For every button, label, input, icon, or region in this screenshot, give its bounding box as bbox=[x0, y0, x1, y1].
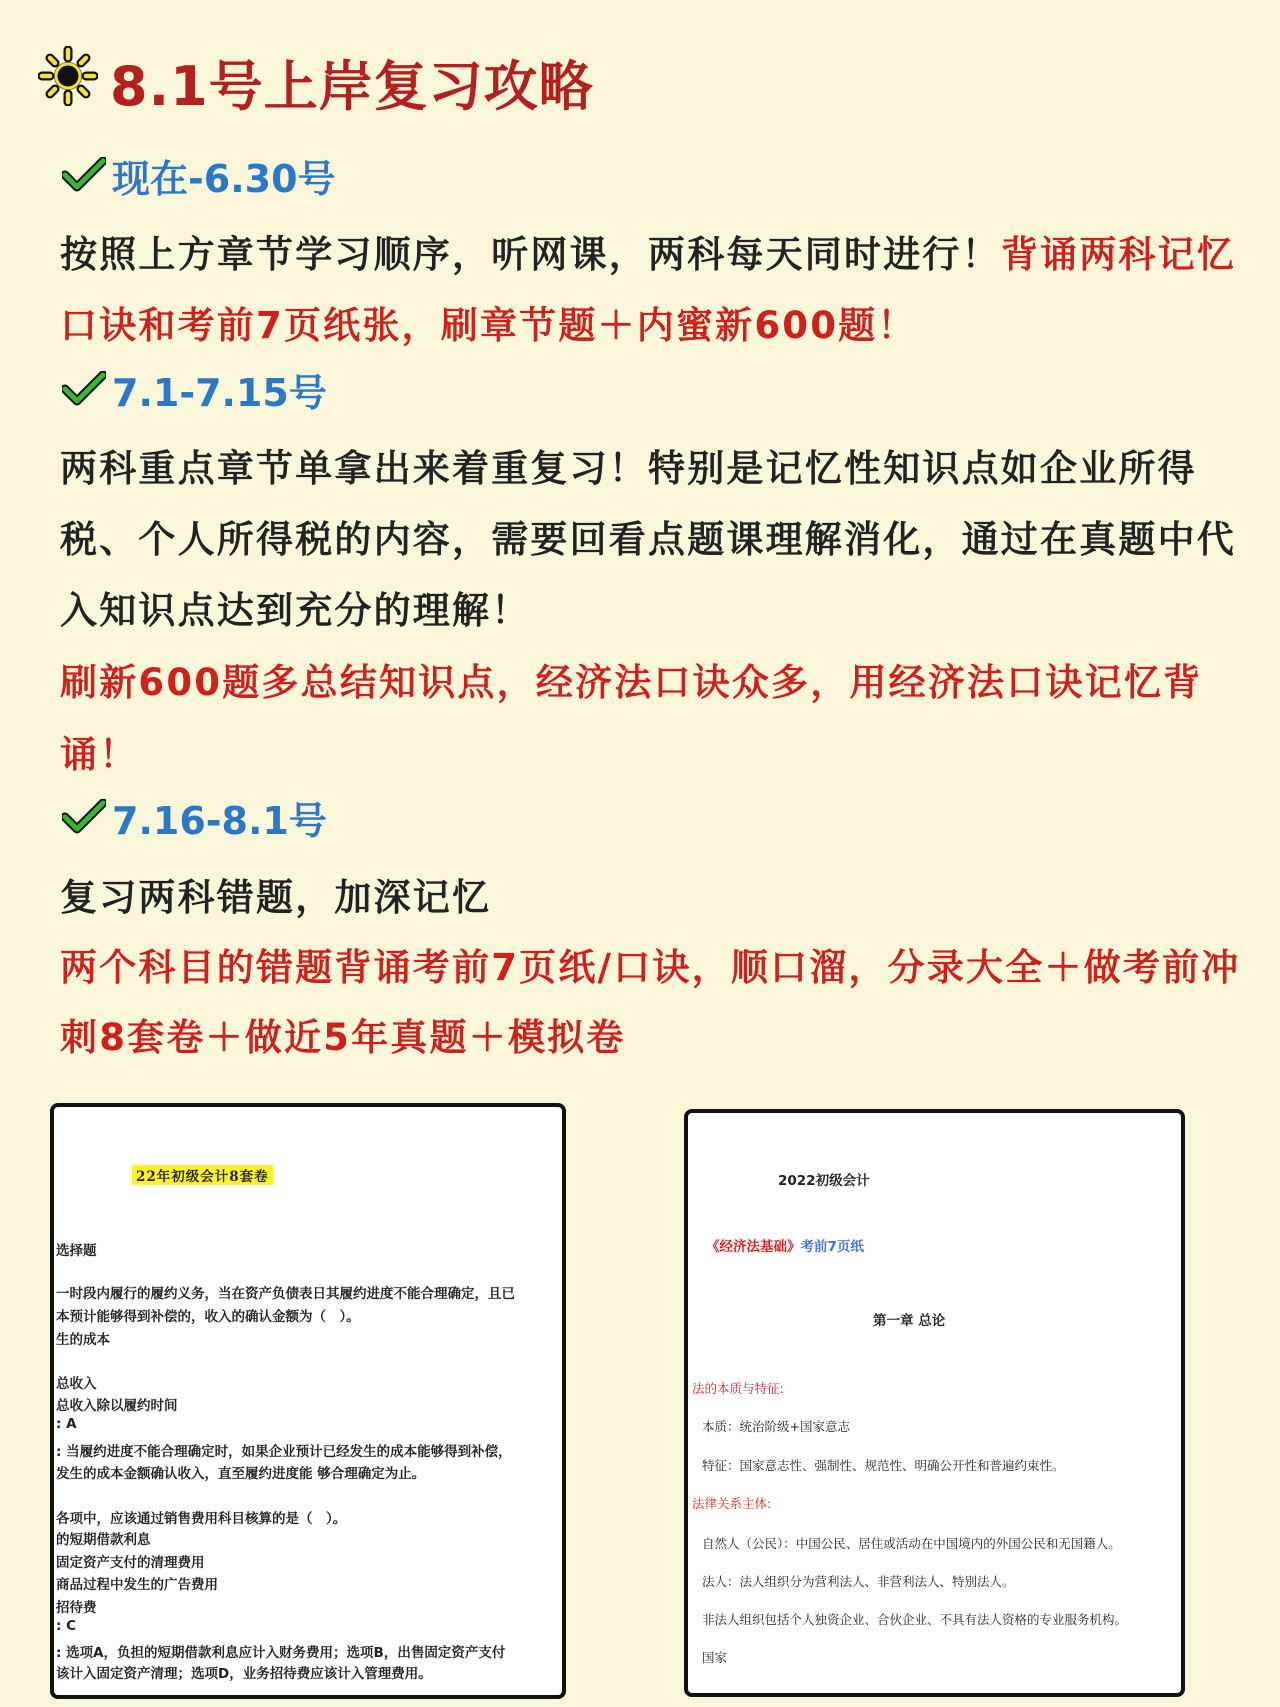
emphasis-text: 诵！ bbox=[60, 733, 139, 776]
section-heading-text: 7.1-7.15号 bbox=[112, 370, 327, 415]
doc-line: 法律关系主体: bbox=[692, 1496, 772, 1511]
doc-line: 发生的成本金额确认收入，直至履约进度能 够合理确定为止。 bbox=[56, 1466, 426, 1482]
doc-line: 特征：国家意志性、强制性、规范性、明确公开性和普遍约束性。 bbox=[702, 1458, 1065, 1473]
check-icon bbox=[62, 799, 106, 835]
body-line bbox=[60, 724, 138, 778]
body-line bbox=[60, 867, 491, 921]
section-heading-text: 现在-6.30号 bbox=[112, 156, 336, 201]
emphasis-text: 背诵两科记忆 bbox=[1000, 233, 1237, 276]
body-line bbox=[60, 224, 1236, 278]
body-line bbox=[60, 580, 530, 634]
section-heading bbox=[62, 364, 327, 414]
doc-line: 该计入固定资产清理；选项D，业务招待费应该计入管理费用。 bbox=[56, 1666, 432, 1682]
body-line bbox=[60, 438, 1197, 492]
check-icon bbox=[62, 157, 106, 193]
doc-line: 自然人（公民）：中国公民、居住或活动在中国境内的外国公民和无国籍人。 bbox=[702, 1536, 1121, 1551]
text: 复习两科错题，加深记忆 bbox=[60, 876, 492, 919]
doc-subtitle-red: 《经济法基础》 bbox=[706, 1239, 801, 1255]
emphasis-text: 刺8套卷＋做近5年真题＋模拟卷 bbox=[60, 1016, 626, 1059]
exam-paper-preview bbox=[50, 1103, 566, 1699]
body-line bbox=[60, 937, 1240, 991]
sun-icon bbox=[38, 46, 98, 106]
text: 按照上方章节学习顺序，听网课，两科每天同时进行！ bbox=[60, 233, 1001, 276]
page-title: 8.1号上岸复习攻略 bbox=[110, 55, 594, 118]
text: 税、个人所得税的内容，需要回看点题课理解消化，通过在真题中代 bbox=[60, 518, 1236, 561]
doc-line: : 当履约进度不能合理确定时，如果企业预计已经发生的成本能够得到补偿， bbox=[56, 1444, 512, 1460]
doc-line: 总收入 bbox=[56, 1376, 97, 1392]
doc-line: 本质：统治阶级+国家意志 bbox=[702, 1419, 850, 1434]
emphasis-text: 两个科目的错题背诵考前7页纸/口诀，顺口溜，分录大全＋做考前冲 bbox=[60, 946, 1241, 989]
doc-line: : C bbox=[56, 1618, 77, 1634]
doc-line: 法的本质与特征: bbox=[692, 1381, 784, 1396]
emphasis-text: 刷新600题多总结知识点，经济法口诀众多，用经济法口诀记忆背 bbox=[60, 661, 1203, 704]
doc-line: : A bbox=[56, 1416, 77, 1432]
doc-line: 一时段内履行的履约义务，当在资产负债表日其履约进度不能合理确定，且已 bbox=[56, 1286, 515, 1302]
doc-line: 国家 bbox=[702, 1650, 728, 1665]
doc-line: 各项中，应该通过销售费用科目核算的是（ ）。 bbox=[56, 1511, 347, 1527]
section-heading bbox=[62, 150, 336, 200]
check-icon bbox=[62, 371, 106, 407]
doc-line: 法人：法人组织分为营利法人、非营利法人、特别法人。 bbox=[702, 1574, 1015, 1589]
doc-title: 2022初级会计 bbox=[778, 1173, 870, 1189]
doc-line: 非法人组织包括个人独资企业、合伙企业、不具有法人资格的专业服务机构。 bbox=[702, 1612, 1128, 1627]
doc-subtitle bbox=[706, 1235, 864, 1255]
doc-line: 选择题 bbox=[56, 1243, 97, 1259]
section-heading bbox=[62, 792, 327, 842]
doc-line: 固定资产支付的清理费用 bbox=[56, 1555, 205, 1571]
section-heading-text: 7.16-8.1号 bbox=[112, 798, 327, 843]
text: 入知识点达到充分的理解！ bbox=[60, 589, 531, 632]
doc-chapter: 第一章 总论 bbox=[873, 1313, 946, 1329]
body-line bbox=[60, 1007, 626, 1061]
law-notes-preview bbox=[684, 1109, 1185, 1697]
doc-line: : 选项A，负担的短期借款利息应计入财务费用；选项B，出售固定资产支付 bbox=[56, 1645, 506, 1661]
doc-subtitle-blue: 考前7页纸 bbox=[800, 1239, 864, 1255]
body-line bbox=[60, 509, 1236, 563]
doc-line: 的短期借款利息 bbox=[56, 1532, 151, 1548]
doc-line: 招待费 bbox=[56, 1600, 97, 1616]
doc-title: 22年初级会计8套卷 bbox=[132, 1165, 273, 1185]
doc-line: 商品过程中发生的广告费用 bbox=[56, 1577, 218, 1593]
emphasis-text: 口诀和考前7页纸张，刷章节题＋内蜜新600题！ bbox=[60, 304, 917, 347]
text: 两科重点章节单拿出来着重复习！特别是记忆性知识点如企业所得 bbox=[60, 447, 1197, 490]
doc-line: 总收入除以履约时间 bbox=[56, 1398, 178, 1414]
doc-line: 生的成本 bbox=[56, 1332, 110, 1348]
body-line bbox=[60, 295, 917, 349]
body-line bbox=[60, 652, 1202, 706]
doc-line: 本预计能够得到补偿的，收入的确认金额为（ ）。 bbox=[56, 1309, 360, 1325]
